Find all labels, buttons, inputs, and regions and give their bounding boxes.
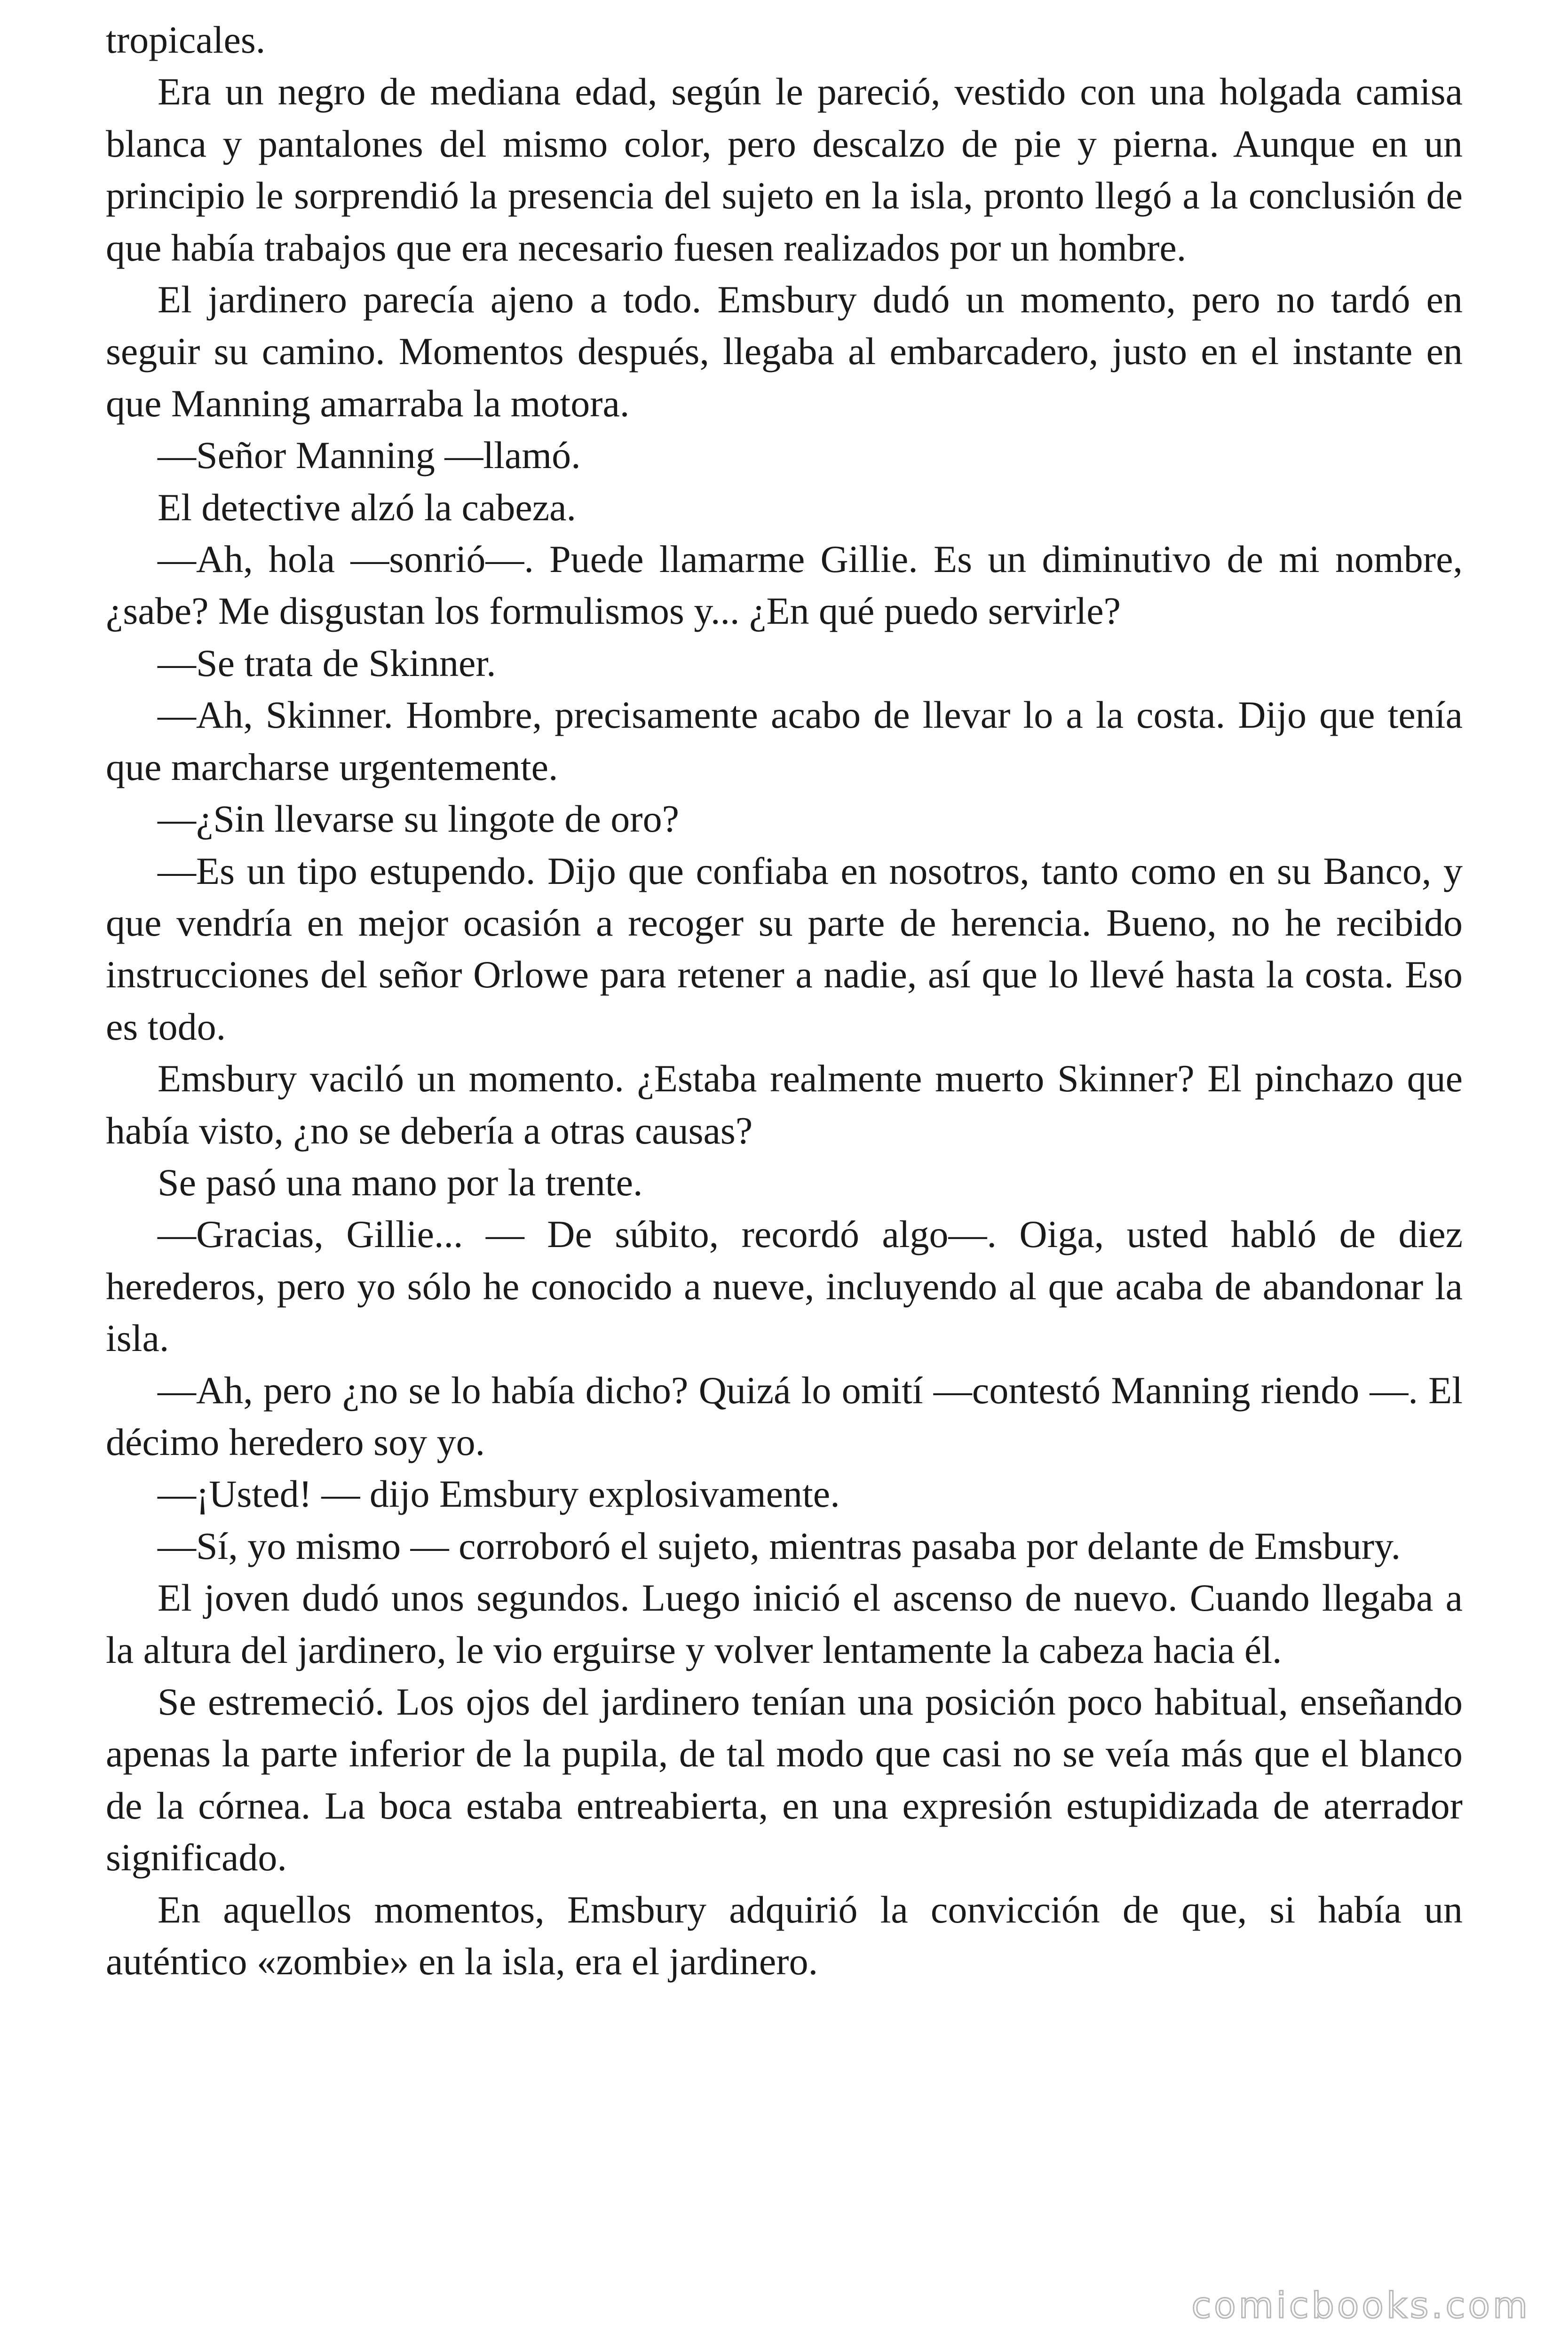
paragraph: El detective alzó la cabeza. <box>158 485 577 529</box>
paragraph: —Ah, Skinner. Hombre, precisamente acabo de llevar lo a la costa. Dijo que tenía que marcharse urgentemente. <box>106 693 1463 788</box>
paragraph: Se pasó una mano por la trente. <box>158 1160 643 1204</box>
paragraph: —Sí, yo mismo — corroboró el sujeto, mientras pasaba por delante de Emsbury. <box>158 1524 1401 1567</box>
paragraph: Se estremeció. Los ojos del jardinero tenían una posición poco habitual, enseñando apenas la parte inferior de la pupila, de tal modo que casi no se veía más que el blanco de la córnea. La boca estaba entreabierta, en una expresión estupidizada de aterrador significado. <box>106 1680 1463 1879</box>
paragraph: Era un negro de mediana edad, según le pareció, vestido con una holgada camisa blanca y pantalones del mismo color, pero descalzo de pie y pierna. Aunque en un principio le sorprendió la presencia del sujeto en la isla, pronto llegó a la conclusión de que había trabajos que era necesario fuesen realizados por un hombre. <box>106 70 1463 269</box>
paragraph: tropicales. <box>106 18 266 61</box>
paragraph: El jardinero parecía ajeno a todo. Emsbury dudó un momento, pero no tardó en seguir su camino. Momentos después, llegaba al embarcadero, justo en el instante en que Manning amarraba la motora. <box>106 278 1463 425</box>
paragraph: —Es un tipo estupendo. Dijo que confiaba en nosotros, tanto como en su Banco, y que vendría en mejor ocasión a recoger su parte de herencia. Bueno, no he recibido instrucciones del señor Orlowe para retener a nadie, así que lo llevé hasta la costa. Eso es todo. <box>106 849 1463 1048</box>
watermark: comicbooks.com <box>1191 2284 1530 2326</box>
paragraph: —Se trata de Skinner. <box>158 641 496 684</box>
paragraph: Emsbury vaciló un momento. ¿Estaba realmente muerto Skinner? El pinchazo que había visto, ¿no se debería a otras causas? <box>106 1057 1463 1152</box>
paragraph: —Señor Manning —llamó. <box>158 434 581 477</box>
paragraph: El joven dudó unos segundos. Luego inició el ascenso de nuevo. Cuando llegaba a la altura del jardinero, le vio erguirse y volver lentamente la cabeza hacia él. <box>106 1576 1463 1671</box>
paragraph: —¡Usted! — dijo Emsbury explosivamente. <box>158 1472 840 1516</box>
paragraph: En aquellos momentos, Emsbury adquirió la convicción de que, si había un auténtico «zombie» en la isla, era el jardinero. <box>106 1888 1463 1983</box>
paragraph: —Ah, hola —sonrió—. Puede llamarme Gillie. Es un diminutivo de mi nombre, ¿sabe? Me disgustan los formulismos y... ¿En qué puedo servirle? <box>106 538 1463 633</box>
paragraph: —Ah, pero ¿no se lo había dicho? Quizá lo omití —contestó Manning riendo —. El décimo heredero soy yo. <box>106 1368 1463 1463</box>
body-text <box>106 14 1463 1987</box>
paragraph: —Gracias, Gillie... — De súbito, recordó algo—. Oiga, usted habló de diez herederos, pero yo sólo he conocido a nueve, incluyendo al que acaba de abandonar la isla. <box>106 1213 1463 1360</box>
paragraph: —¿Sin llevarse su lingote de oro? <box>158 797 680 841</box>
